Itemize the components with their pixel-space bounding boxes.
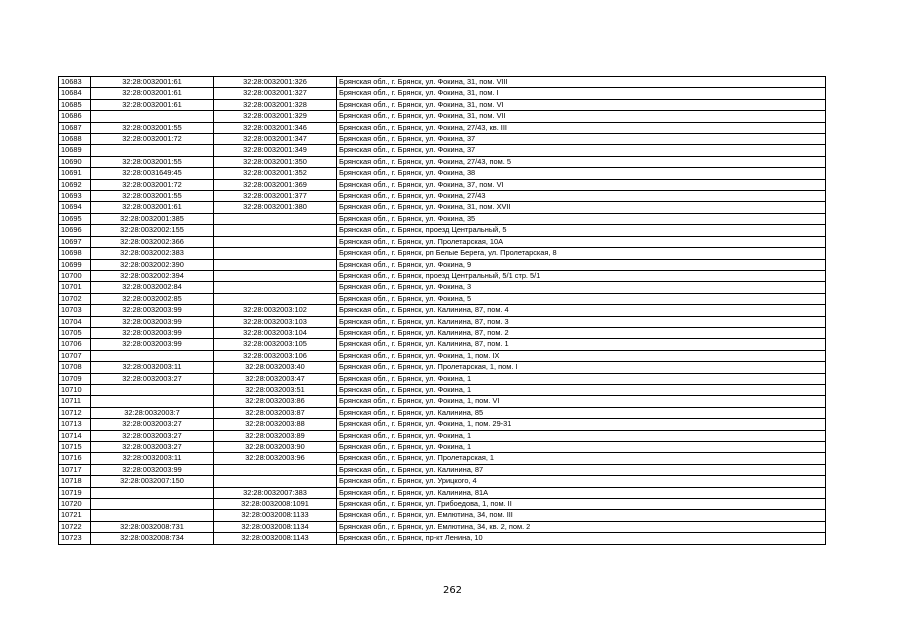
address-cell: Брянская обл., г. Брянск, ул. Фокина, 37 [337,134,826,145]
address-cell: Брянская обл., г. Брянск, ул. Фокина, 1, пом. VI [337,396,826,407]
object-cadastral-number-cell: 32:28:0032003:90 [214,442,337,453]
object-cadastral-number-cell: 32:28:0032001:347 [214,134,337,145]
land-cadastral-number-cell: 32:28:0032003:11 [91,362,214,373]
table-row [59,191,826,202]
object-cadastral-number-cell: 32:28:0032001:377 [214,191,337,202]
address-cell: Брянская обл., г. Брянск, ул. Фокина, 31, пом. XVII [337,202,826,213]
row-number-cell: 10690 [59,156,91,167]
land-cadastral-number-cell: 32:28:0032002:85 [91,293,214,304]
address-cell: Брянская обл., г. Брянск, ул. Пролетарская, 10А [337,236,826,247]
land-cadastral-number-cell: 32:28:0032003:11 [91,453,214,464]
object-cadastral-number-cell: 32:28:0032001:327 [214,88,337,99]
cadastral-table [58,76,826,545]
object-cadastral-number-cell: 32:28:0032001:350 [214,156,337,167]
object-cadastral-number-cell: 32:28:0032003:87 [214,407,337,418]
table-row [59,202,826,213]
address-cell: Брянская обл., г. Брянск, пр-кт Ленина, 10 [337,533,826,544]
object-cadastral-number-cell [214,259,337,270]
object-cadastral-number-cell [214,270,337,281]
table-row [59,327,826,338]
cadastral-table-body [59,77,826,545]
land-cadastral-number-cell: 32:28:0032003:7 [91,407,214,418]
table-row [59,236,826,247]
address-cell: Брянская обл., г. Брянск, ул. Фокина, 31, пом. VI [337,99,826,110]
land-cadastral-number-cell: 32:28:0032001:55 [91,191,214,202]
address-cell: Брянская обл., г. Брянск, ул. Фокина, 27/43, пом. 5 [337,156,826,167]
land-cadastral-number-cell: 32:28:0032001:61 [91,77,214,88]
land-cadastral-number-cell: 32:28:0032007:150 [91,476,214,487]
row-number-cell: 10704 [59,316,91,327]
row-number-cell: 10683 [59,77,91,88]
table-row [59,134,826,145]
object-cadastral-number-cell: 32:28:0032008:1143 [214,533,337,544]
table-row [59,122,826,133]
table-row [59,499,826,510]
land-cadastral-number-cell: 32:28:0032003:99 [91,464,214,475]
row-number-cell: 10692 [59,179,91,190]
table-row [59,305,826,316]
table-row [59,111,826,122]
table-row [59,487,826,498]
land-cadastral-number-cell: 32:28:0032003:99 [91,327,214,338]
land-cadastral-number-cell [91,499,214,510]
row-number-cell: 10686 [59,111,91,122]
land-cadastral-number-cell [91,510,214,521]
object-cadastral-number-cell: 32:28:0032003:47 [214,373,337,384]
address-cell: Брянская обл., г. Брянск, ул. Фокина, 1, пом. 29-31 [337,419,826,430]
address-cell: Брянская обл., г. Брянск, ул. Калинина, 81А [337,487,826,498]
table-row [59,213,826,224]
row-number-cell: 10716 [59,453,91,464]
table-row [59,168,826,179]
table-row [59,225,826,236]
row-number-cell: 10715 [59,442,91,453]
land-cadastral-number-cell [91,350,214,361]
row-number-cell: 10709 [59,373,91,384]
address-cell: Брянская обл., г. Брянск, рп Белые Берега, ул. Пролетарская, 8 [337,248,826,259]
address-cell: Брянская обл., г. Брянск, ул. Калинина, 87, пом. 4 [337,305,826,316]
table-row [59,442,826,453]
land-cadastral-number-cell: 32:28:0032001:72 [91,134,214,145]
page-number: 262 [442,585,463,596]
address-cell: Брянская обл., г. Брянск, ул. Фокина, 38 [337,168,826,179]
address-cell: Брянская обл., г. Брянск, ул. Фокина, 27/43, кв. III [337,122,826,133]
address-cell: Брянская обл., г. Брянск, ул. Пролетарская, 1 [337,453,826,464]
row-number-cell: 10702 [59,293,91,304]
land-cadastral-number-cell: 32:28:0032001:55 [91,122,214,133]
address-cell: Брянская обл., г. Брянск, ул. Фокина, 1 [337,384,826,395]
address-cell: Брянская обл., г. Брянск, ул. Фокина, 1 [337,430,826,441]
object-cadastral-number-cell: 32:28:0032003:86 [214,396,337,407]
row-number-cell: 10713 [59,419,91,430]
address-cell: Брянская обл., г. Брянск, ул. Калинина, 85 [337,407,826,418]
object-cadastral-number-cell: 32:28:0032008:1133 [214,510,337,521]
land-cadastral-number-cell: 32:28:0032003:27 [91,430,214,441]
table-row [59,407,826,418]
table-row [59,350,826,361]
table-row [59,259,826,270]
table-row [59,270,826,281]
address-cell: Брянская обл., г. Брянск, проезд Центральный, 5/1 стр. 5/1 [337,270,826,281]
land-cadastral-number-cell: 32:28:0032008:731 [91,521,214,532]
table-row [59,362,826,373]
object-cadastral-number-cell [214,213,337,224]
row-number-cell: 10706 [59,339,91,350]
object-cadastral-number-cell: 32:28:0032003:51 [214,384,337,395]
table-row [59,521,826,532]
row-number-cell: 10693 [59,191,91,202]
row-number-cell: 10691 [59,168,91,179]
object-cadastral-number-cell: 32:28:0032003:106 [214,350,337,361]
row-number-cell: 10707 [59,350,91,361]
table-row [59,179,826,190]
table-row [59,419,826,430]
address-cell: Брянская обл., г. Брянск, ул. Фокина, 31, пом. I [337,88,826,99]
row-number-cell: 10695 [59,213,91,224]
land-cadastral-number-cell: 32:28:0032003:27 [91,442,214,453]
table-row [59,88,826,99]
object-cadastral-number-cell: 32:28:0032001:349 [214,145,337,156]
address-cell: Брянская обл., г. Брянск, ул. Фокина, 9 [337,259,826,270]
row-number-cell: 10688 [59,134,91,145]
row-number-cell: 10714 [59,430,91,441]
object-cadastral-number-cell [214,282,337,293]
address-cell: Брянская обл., г. Брянск, ул. Фокина, 1 [337,373,826,384]
object-cadastral-number-cell: 32:28:0032001:369 [214,179,337,190]
row-number-cell: 10703 [59,305,91,316]
table-row [59,464,826,475]
land-cadastral-number-cell: 32:28:0032001:55 [91,156,214,167]
address-cell: Брянская обл., г. Брянск, ул. Фокина, 35 [337,213,826,224]
row-number-cell: 10718 [59,476,91,487]
object-cadastral-number-cell: 32:28:0032008:1091 [214,499,337,510]
row-number-cell: 10700 [59,270,91,281]
object-cadastral-number-cell [214,248,337,259]
land-cadastral-number-cell: 32:28:0032003:99 [91,339,214,350]
row-number-cell: 10697 [59,236,91,247]
address-cell: Брянская обл., г. Брянск, ул. Фокина, 1 [337,442,826,453]
land-cadastral-number-cell [91,111,214,122]
table-row [59,533,826,544]
object-cadastral-number-cell: 32:28:0032003:104 [214,327,337,338]
row-number-cell: 10717 [59,464,91,475]
address-cell: Брянская обл., г. Брянск, ул. Емлютина, 34, пом. III [337,510,826,521]
row-number-cell: 10722 [59,521,91,532]
address-cell: Брянская обл., г. Брянск, ул. Калинина, 87 [337,464,826,475]
row-number-cell: 10710 [59,384,91,395]
table-row [59,145,826,156]
address-cell: Брянская обл., г. Брянск, ул. Урицкого, 4 [337,476,826,487]
address-cell: Брянская обл., г. Брянск, ул. Фокина, 27/43 [337,191,826,202]
table-row [59,453,826,464]
row-number-cell: 10694 [59,202,91,213]
row-number-cell: 10711 [59,396,91,407]
row-number-cell: 10721 [59,510,91,521]
object-cadastral-number-cell: 32:28:0032003:96 [214,453,337,464]
land-cadastral-number-cell: 32:28:0032002:390 [91,259,214,270]
table-row [59,248,826,259]
object-cadastral-number-cell: 32:28:0032003:89 [214,430,337,441]
object-cadastral-number-cell: 32:28:0032001:326 [214,77,337,88]
row-number-cell: 10712 [59,407,91,418]
table-row [59,510,826,521]
land-cadastral-number-cell: 32:28:0032002:155 [91,225,214,236]
address-cell: Брянская обл., г. Брянск, ул. Фокина, 1, пом. IX [337,350,826,361]
row-number-cell: 10685 [59,99,91,110]
object-cadastral-number-cell [214,293,337,304]
row-number-cell: 10719 [59,487,91,498]
row-number-cell: 10720 [59,499,91,510]
table-row [59,339,826,350]
object-cadastral-number-cell [214,476,337,487]
land-cadastral-number-cell: 32:28:0032003:99 [91,305,214,316]
object-cadastral-number-cell: 32:28:0032001:329 [214,111,337,122]
land-cadastral-number-cell [91,396,214,407]
table-row [59,77,826,88]
object-cadastral-number-cell: 32:28:0032003:40 [214,362,337,373]
land-cadastral-number-cell [91,487,214,498]
table-row [59,430,826,441]
address-cell: Брянская обл., г. Брянск, ул. Калинина, 87, пом. 1 [337,339,826,350]
row-number-cell: 10701 [59,282,91,293]
table-row [59,293,826,304]
table-row [59,156,826,167]
address-cell: Брянская обл., г. Брянск, ул. Фокина, 37 [337,145,826,156]
object-cadastral-number-cell: 32:28:0032003:88 [214,419,337,430]
address-cell: Брянская обл., г. Брянск, ул. Фокина, 3 [337,282,826,293]
object-cadastral-number-cell: 32:28:0032001:380 [214,202,337,213]
row-number-cell: 10687 [59,122,91,133]
row-number-cell: 10708 [59,362,91,373]
address-cell: Брянская обл., г. Брянск, ул. Емлютина, 34, кв. 2, пом. 2 [337,521,826,532]
object-cadastral-number-cell: 32:28:0032001:328 [214,99,337,110]
object-cadastral-number-cell: 32:28:0032008:1134 [214,521,337,532]
row-number-cell: 10705 [59,327,91,338]
land-cadastral-number-cell: 32:28:0032001:72 [91,179,214,190]
land-cadastral-number-cell: 32:28:0032003:27 [91,419,214,430]
land-cadastral-number-cell: 32:28:0032003:99 [91,316,214,327]
address-cell: Брянская обл., г. Брянск, ул. Пролетарская, 1, пом. I [337,362,826,373]
land-cadastral-number-cell: 32:28:0032001:61 [91,88,214,99]
object-cadastral-number-cell [214,464,337,475]
address-cell: Брянская обл., г. Брянск, проезд Центральный, 5 [337,225,826,236]
object-cadastral-number-cell: 32:28:0032001:352 [214,168,337,179]
address-cell: Брянская обл., г. Брянск, ул. Фокина, 5 [337,293,826,304]
row-number-cell: 10723 [59,533,91,544]
row-number-cell: 10684 [59,88,91,99]
table-row [59,396,826,407]
object-cadastral-number-cell: 32:28:0032007:383 [214,487,337,498]
object-cadastral-number-cell: 32:28:0032001:346 [214,122,337,133]
land-cadastral-number-cell: 32:28:0032001:385 [91,213,214,224]
row-number-cell: 10698 [59,248,91,259]
land-cadastral-number-cell: 32:28:0032002:383 [91,248,214,259]
land-cadastral-number-cell: 32:28:0032001:61 [91,99,214,110]
address-cell: Брянская обл., г. Брянск, ул. Калинина, 87, пом. 3 [337,316,826,327]
land-cadastral-number-cell [91,384,214,395]
land-cadastral-number-cell: 32:28:0032002:394 [91,270,214,281]
table-row [59,99,826,110]
land-cadastral-number-cell: 32:28:0032002:84 [91,282,214,293]
table-row [59,476,826,487]
row-number-cell: 10689 [59,145,91,156]
object-cadastral-number-cell [214,236,337,247]
table-row [59,316,826,327]
address-cell: Брянская обл., г. Брянск, ул. Фокина, 31, пом. VIII [337,77,826,88]
object-cadastral-number-cell: 32:28:0032003:103 [214,316,337,327]
object-cadastral-number-cell [214,225,337,236]
object-cadastral-number-cell: 32:28:0032003:105 [214,339,337,350]
land-cadastral-number-cell: 32:28:0032003:27 [91,373,214,384]
address-cell: Брянская обл., г. Брянск, ул. Грибоедова, 1, пом. II [337,499,826,510]
table-row [59,384,826,395]
land-cadastral-number-cell: 32:28:0032002:366 [91,236,214,247]
land-cadastral-number-cell: 32:28:0032001:61 [91,202,214,213]
address-cell: Брянская обл., г. Брянск, ул. Фокина, 31, пом. VII [337,111,826,122]
table-row [59,373,826,384]
land-cadastral-number-cell [91,145,214,156]
object-cadastral-number-cell: 32:28:0032003:102 [214,305,337,316]
row-number-cell: 10699 [59,259,91,270]
land-cadastral-number-cell: 32:28:0031649:45 [91,168,214,179]
land-cadastral-number-cell: 32:28:0032008:734 [91,533,214,544]
table-row [59,282,826,293]
row-number-cell: 10696 [59,225,91,236]
address-cell: Брянская обл., г. Брянск, ул. Калинина, 87, пом. 2 [337,327,826,338]
address-cell: Брянская обл., г. Брянск, ул. Фокина, 37, пом. VI [337,179,826,190]
